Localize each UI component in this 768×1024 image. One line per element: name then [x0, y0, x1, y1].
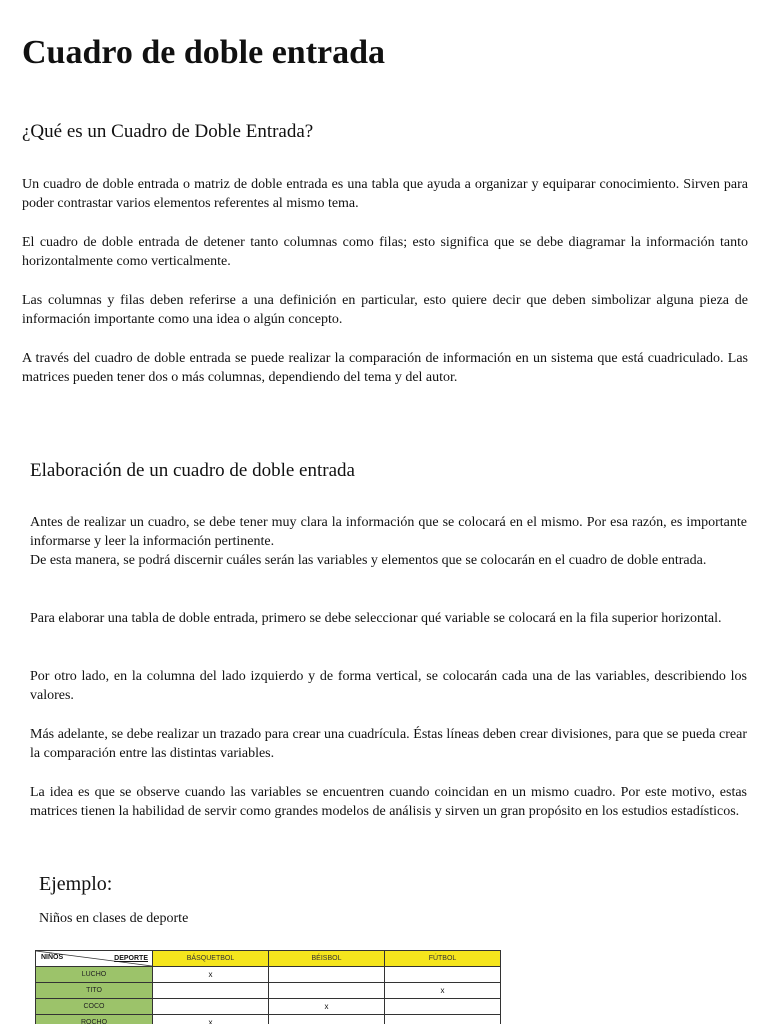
- row-header: ROCHO: [36, 1015, 153, 1024]
- table-row: [36, 1015, 501, 1024]
- page-title: Cuadro de doble entrada: [22, 34, 386, 71]
- paragraph: Las columnas y filas deben referirse a una definición en particular, esto quiere decir que deben simbolizar alguna pieza de información importante como una idea o algún concepto.: [22, 293, 748, 327]
- paragraph: [30, 513, 747, 570]
- row-header: TITO: [36, 983, 153, 999]
- table-cell: [269, 967, 385, 983]
- corner-col-label: DEPORTE: [114, 955, 148, 962]
- section-heading-que-es: ¿Qué es un Cuadro de Doble Entrada?: [22, 121, 314, 142]
- table-row: [36, 983, 501, 999]
- paragraph: El cuadro de doble entrada de detener tanto columnas como filas; esto significa que se debe diagramar la información tanto horizontalmente como verticalmente.: [22, 235, 748, 269]
- row-header: COCO: [36, 999, 153, 1015]
- table-cell: [385, 999, 501, 1015]
- table-cell: [385, 1015, 501, 1024]
- table-cell: [269, 1015, 385, 1024]
- table-cell: [385, 967, 501, 983]
- example-table: [35, 950, 501, 1024]
- table-cell: [153, 983, 269, 999]
- table-row: [36, 999, 501, 1015]
- paragraph: Más adelante, se debe realizar un trazado para crear una cuadrícula. Éstas líneas deben crear divisiones, para que se pueda crear la comparación entre las distintas variables.: [30, 727, 747, 761]
- table-corner-cell: [36, 951, 153, 967]
- table-cell: [153, 999, 269, 1015]
- paragraph: Para elaborar una tabla de doble entrada, primero se debe seleccionar qué variable se colocará en la fila superior horizontal.: [30, 611, 722, 626]
- column-header: FÚTBOL: [385, 951, 501, 967]
- table-cell: x: [153, 1015, 269, 1024]
- example-heading: Ejemplo:: [39, 873, 113, 895]
- paragraph: Por otro lado, en la columna del lado izquierdo y de forma vertical, se colocarán cada una de las variables, describiendo los valores.: [30, 669, 747, 703]
- table-cell: x: [153, 967, 269, 983]
- row-header: LUCHO: [36, 967, 153, 983]
- paragraph-line: Antes de realizar un cuadro, se debe tener muy clara la información que se colocará en el mismo. Por esa razón, es importante informarse y leer la información pertinente.: [30, 515, 747, 549]
- paragraph: Un cuadro de doble entrada o matriz de doble entrada es una tabla que ayuda a organizar y equiparar conocimiento. Sirven para poder contrastar varios elementos referentes al mismo tema.: [22, 177, 748, 211]
- table-header-row: [36, 951, 501, 967]
- paragraph: La idea es que se observe cuando las variables se encuentren cuando coincidan en un mismo cuadro. Por este motivo, estas matrices tienen la habilidad de servir como grandes modelos de análisis y sirven un gran propósito en los estudios estadísticos.: [30, 785, 747, 819]
- table-cell: x: [385, 983, 501, 999]
- section-heading-elaboracion: Elaboración de un cuadro de doble entrada: [30, 460, 355, 481]
- paragraph: A través del cuadro de doble entrada se puede realizar la comparación de información en un sistema que está cuadriculado. Las matrices pueden tener dos o más columnas, dependiendo del tema y del autor.: [22, 351, 748, 385]
- corner-row-label: NIÑOS: [41, 954, 64, 961]
- example-caption: Niños en clases de deporte: [39, 911, 189, 926]
- table-cell: x: [269, 999, 385, 1015]
- column-header: BÉISBOL: [269, 951, 385, 967]
- table-row: [36, 967, 501, 983]
- table-cell: [269, 983, 385, 999]
- paragraph-line: De esta manera, se podrá discernir cuáles serán las variables y elementos que se colocarán en el cuadro de doble entrada.: [30, 553, 707, 568]
- column-header: BÁSQUETBOL: [153, 951, 269, 967]
